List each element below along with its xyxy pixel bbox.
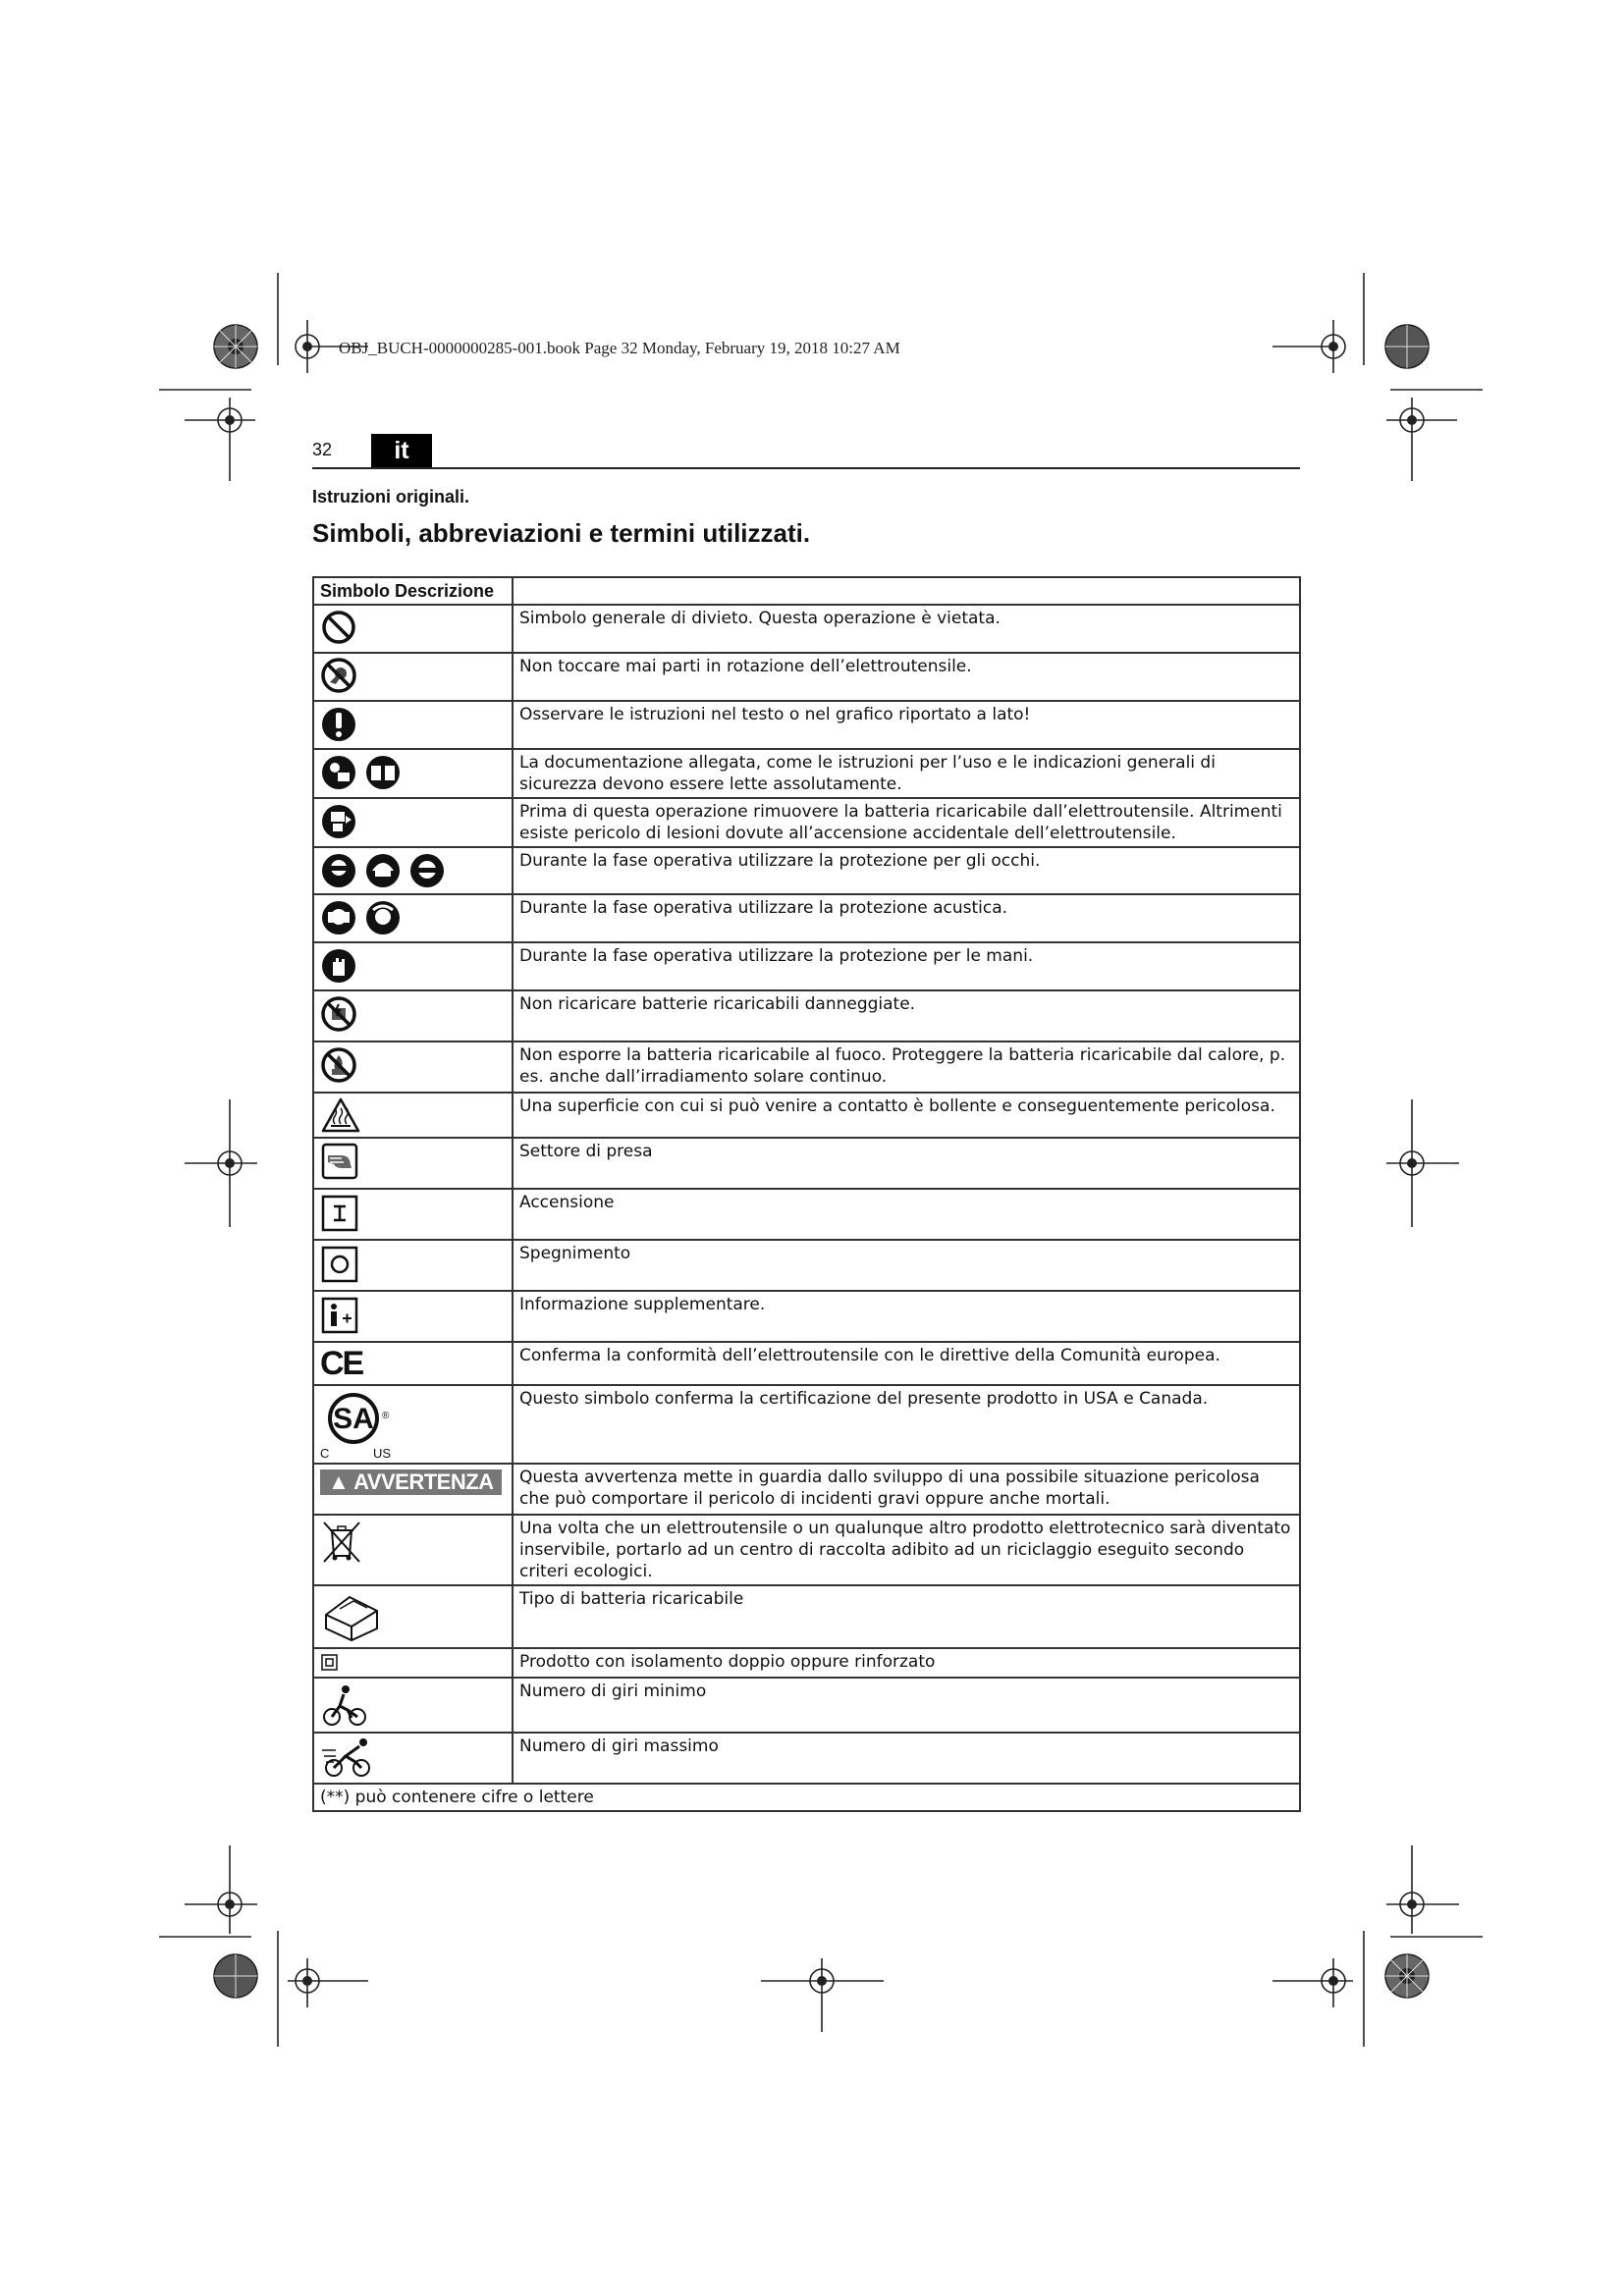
row-description: Numero di giri massimo — [513, 1733, 1300, 1784]
warning-triangle-icon: ▲ — [328, 1469, 354, 1494]
print-info-line: OBJ_BUCH-0000000285-001.book Page 32 Monday, February 19, 2018 10:27 AM — [339, 339, 900, 357]
max-speed-icon — [320, 1736, 379, 1780]
header-rule — [312, 467, 1300, 469]
table-row — [313, 942, 1300, 990]
row-description: Durante la fase operativa utilizzare la protezione acustica. — [513, 894, 1300, 942]
table-footnote-row — [313, 1784, 1300, 1811]
row-description: Questo simbolo conferma la certificazione del presente prodotto in USA e Canada. — [513, 1385, 1300, 1464]
row-description: Una volta che un elettroutensile o un qualunque altro prodotto elettrotecnico sarà diventato inservibile, portarlo ad un centro di raccolta adibito ad un riciclaggio eseguito secondo criteri ecologici. — [513, 1515, 1300, 1585]
hot-surface-icon — [320, 1096, 361, 1134]
row-description: Accensione — [513, 1189, 1300, 1240]
row-description: Conferma la conformità dell’elettroutensile con le direttive della Comunità europea. — [513, 1342, 1300, 1385]
battery-type-icon — [320, 1589, 383, 1644]
warning-badge-icon — [320, 1469, 502, 1495]
remove-battery-icon — [320, 802, 357, 841]
csa-us-label: US — [373, 1446, 392, 1461]
table-row — [313, 798, 1300, 847]
table-row — [313, 1138, 1300, 1189]
csa-c-label: C — [320, 1446, 330, 1461]
no-touch-rotating-parts-icon — [320, 657, 357, 694]
row-description: Non toccare mai parti in rotazione dell’elettroutensile. — [513, 653, 1300, 701]
table-row — [313, 653, 1300, 701]
prohibition-icon — [320, 609, 357, 646]
additional-info-icon — [320, 1295, 359, 1336]
table-row — [313, 1093, 1300, 1138]
switch-on-icon — [320, 1193, 359, 1234]
table-row — [313, 605, 1300, 653]
language-badge: it — [371, 434, 432, 467]
table-row — [313, 847, 1300, 894]
row-description: Una superficie con cui si può venire a contatto è bollente e conseguentemente pericolosa. — [513, 1093, 1300, 1138]
row-description: Numero di giri minimo — [513, 1678, 1300, 1733]
table-row — [313, 749, 1300, 798]
row-description: La documentazione allegata, come le istruzioni per l’uso e le indicazioni generali di sicurezza devono essere lette assolutamente. — [513, 749, 1300, 798]
table-row — [313, 990, 1300, 1041]
table-row — [313, 1733, 1300, 1784]
table-row — [313, 1291, 1300, 1342]
ce-mark-icon: CE — [320, 1345, 363, 1382]
row-description: Prima di questa operazione rimuovere la batteria ricaricabile dall’elettroutensile. Altrimenti esiste pericolo di lesioni dovute all’accensione accidentale dell’elettroutensile. — [513, 798, 1300, 847]
no-charge-damaged-battery-icon — [320, 994, 357, 1034]
table-row — [313, 1189, 1300, 1240]
exclamation-icon — [320, 705, 357, 744]
double-insulation-icon — [320, 1652, 340, 1672]
table-header-empty — [513, 577, 1300, 605]
hand-protection-icon — [320, 946, 357, 986]
row-description: Durante la fase operativa utilizzare la protezione per le mani. — [513, 942, 1300, 990]
row-description: Questa avvertenza mette in guardia dallo sviluppo di una possibile situazione pericolosa che può comportare il pericolo di incidenti gravi oppure anche mortali. — [513, 1464, 1300, 1515]
document-title: Simboli, abbreviazioni e termini utilizzati. — [312, 518, 811, 548]
table-row — [313, 1240, 1300, 1291]
weee-bin-icon — [320, 1519, 363, 1566]
row-description: Non esporre la batteria ricaricabile al fuoco. Proteggere la batteria ricaricabile dal calore, p. es. anche dall’irradiamento solare continuo. — [513, 1041, 1300, 1093]
row-description: Tipo di batteria ricaricabile — [513, 1585, 1300, 1648]
row-description: Non ricaricare batterie ricaricabili danneggiate. — [513, 990, 1300, 1041]
read-manual-icon — [320, 753, 405, 792]
page-number: 32 — [312, 440, 333, 459]
table-row — [313, 1585, 1300, 1648]
table-row — [313, 1648, 1300, 1678]
grip-area-icon — [320, 1142, 359, 1181]
eye-protection-icon — [320, 851, 454, 890]
row-description: Spegnimento — [513, 1240, 1300, 1291]
svg-text:®: ® — [382, 1411, 390, 1421]
table-footnote: (**) può contenere cifre o lettere — [313, 1784, 1300, 1811]
table-row — [313, 1385, 1300, 1464]
document-subtitle: Istruzioni originali. — [312, 487, 470, 507]
row-description: Prodotto con isolamento doppio oppure rinforzato — [513, 1648, 1300, 1678]
table-header-symbol: Simbolo Descrizione — [313, 577, 513, 605]
row-description: Simbolo generale di divieto. Questa operazione è vietata. — [513, 605, 1300, 653]
table-row — [313, 1041, 1300, 1093]
no-fire-battery-icon — [320, 1045, 357, 1085]
table-row — [313, 894, 1300, 942]
table-row — [313, 701, 1300, 749]
row-description: Informazione supplementare. — [513, 1291, 1300, 1342]
table-row — [313, 1678, 1300, 1733]
row-description: Osservare le istruzioni nel testo o nel grafico riportato a lato! — [513, 701, 1300, 749]
table-header-row — [313, 577, 1300, 605]
min-speed-icon — [320, 1682, 369, 1729]
table-row — [313, 1515, 1300, 1585]
table-row — [313, 1464, 1300, 1515]
ear-protection-icon — [320, 898, 408, 937]
switch-off-icon — [320, 1244, 359, 1285]
symbols-table — [312, 576, 1301, 1812]
svg-text:SA: SA — [333, 1403, 374, 1435]
table-row — [313, 1342, 1300, 1385]
warning-badge-label: AVVERTENZA — [353, 1469, 494, 1494]
row-description: Durante la fase operativa utilizzare la protezione per gli occhi. — [513, 847, 1300, 894]
row-description: Settore di presa — [513, 1138, 1300, 1189]
